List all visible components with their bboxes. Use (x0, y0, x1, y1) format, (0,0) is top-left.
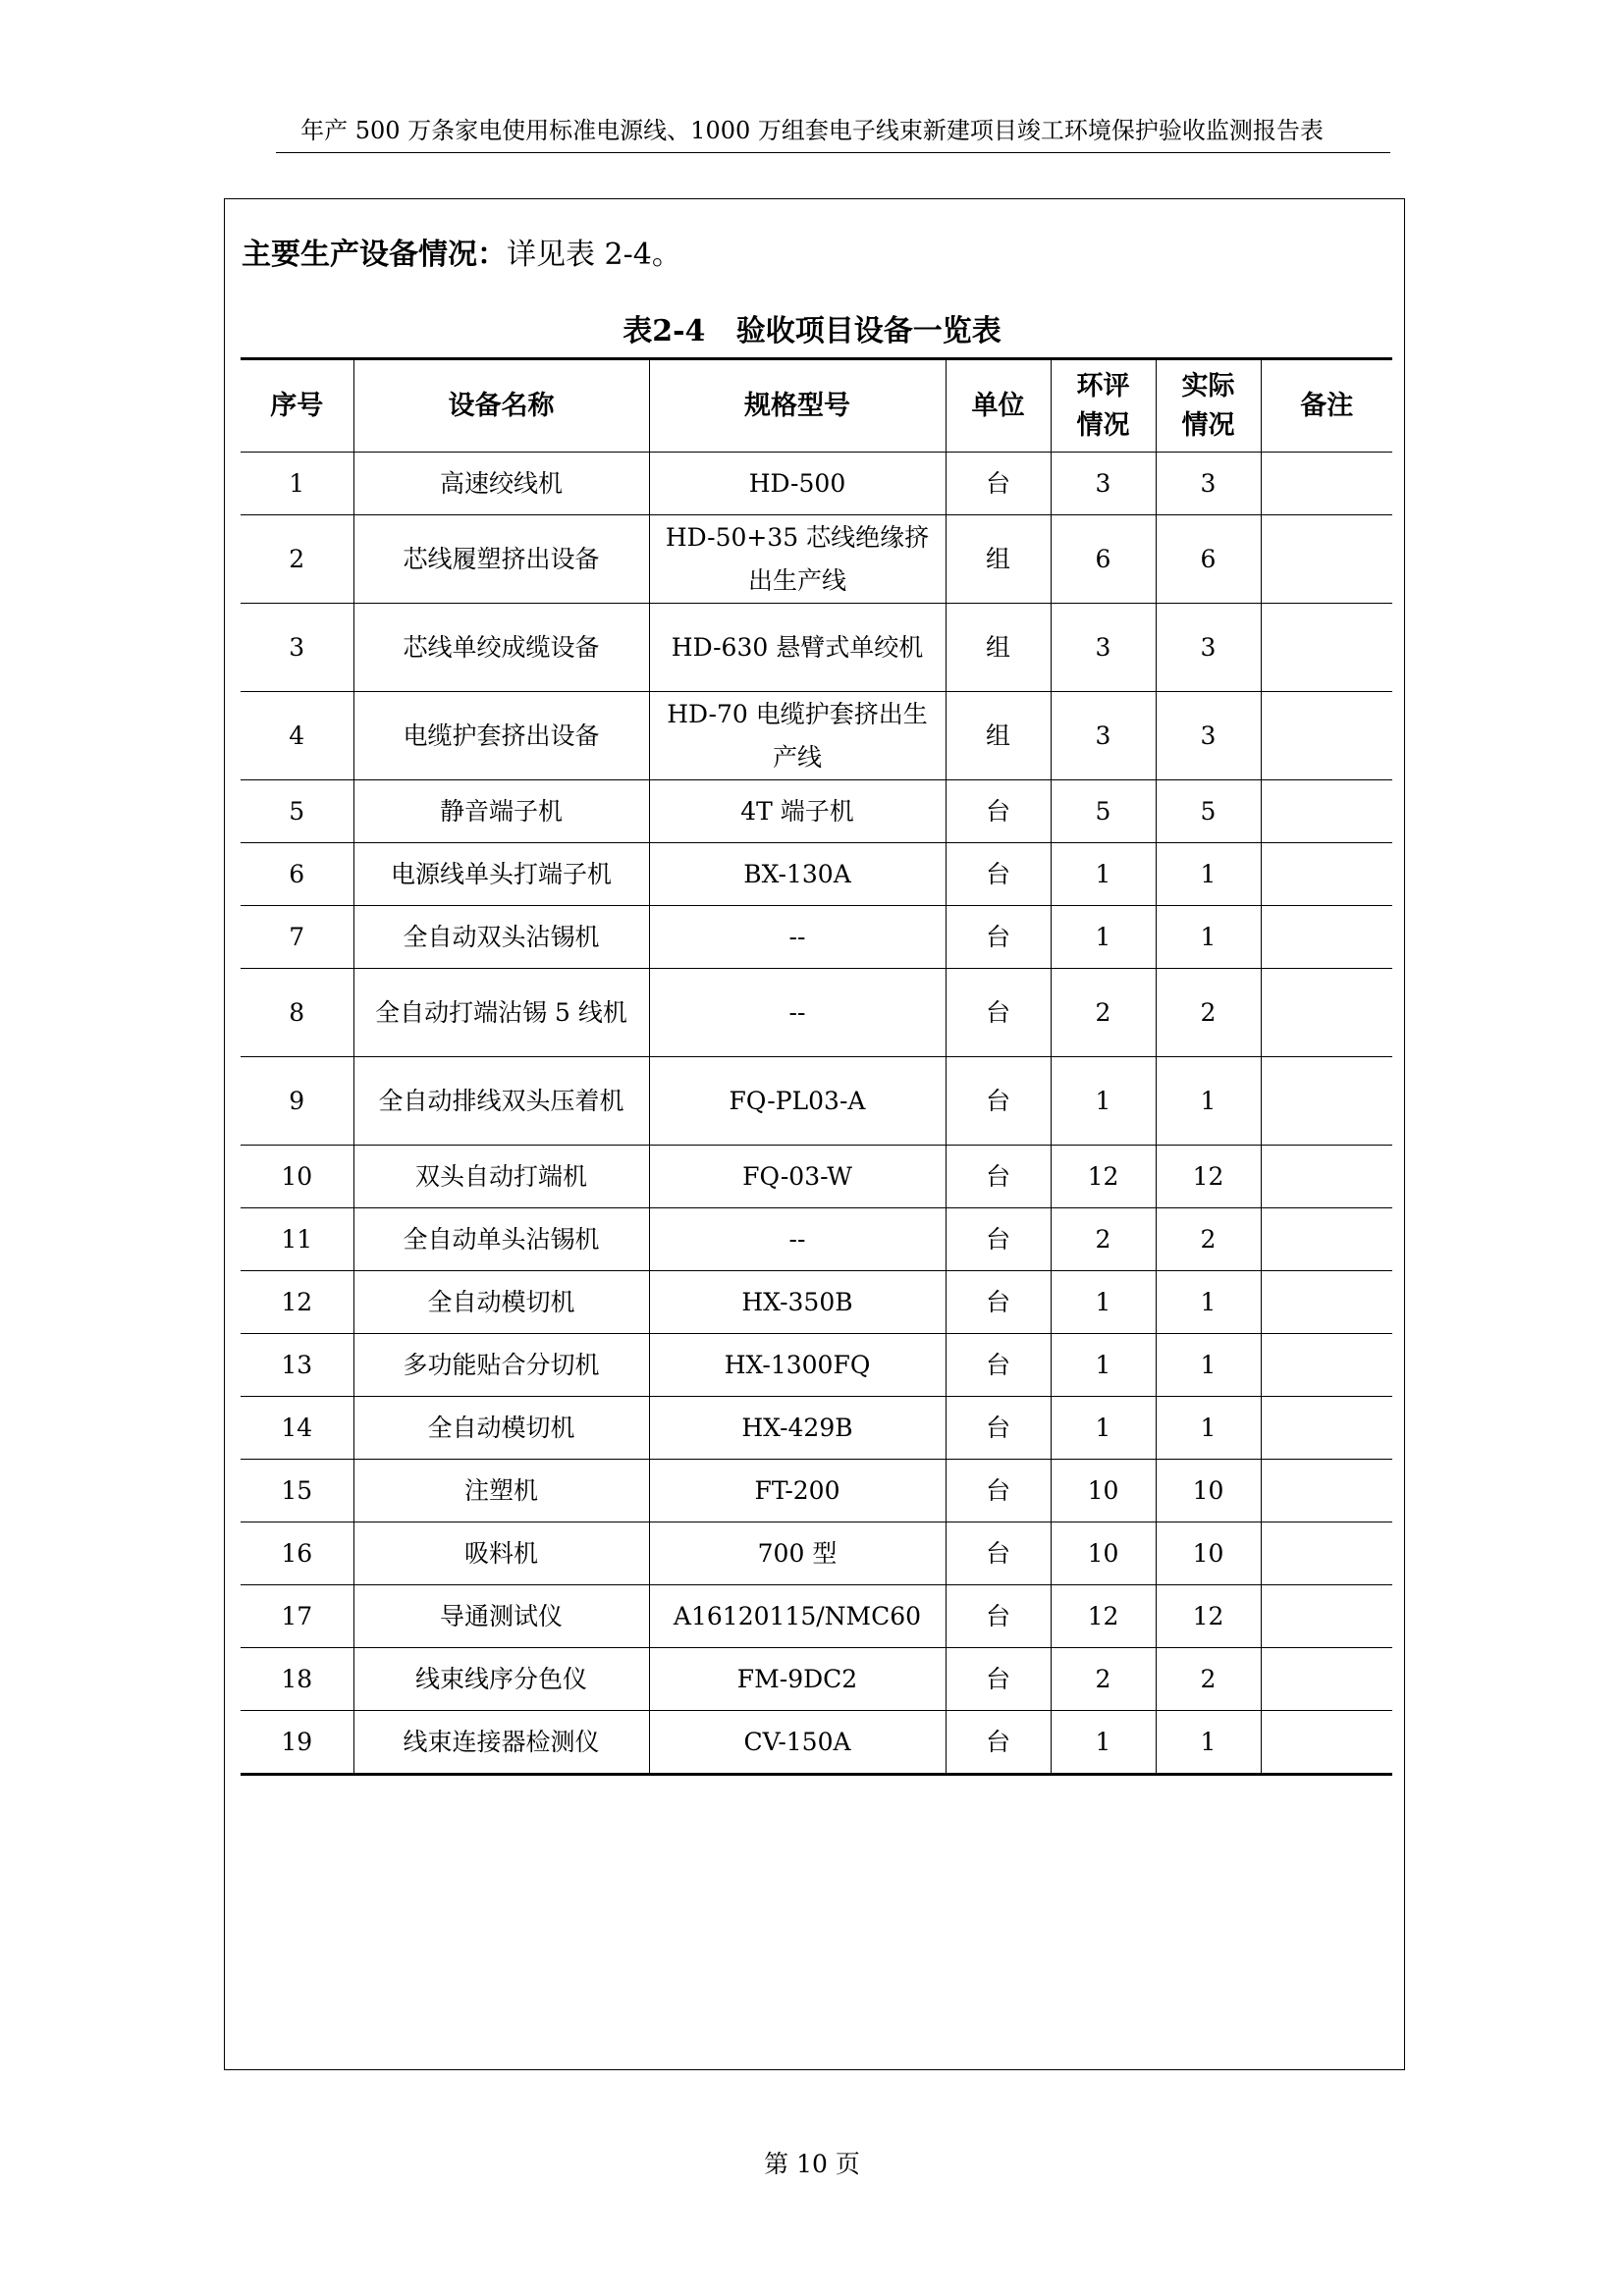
cell-unit: 组 (946, 515, 1051, 604)
cell-name: 全自动模切机 (353, 1397, 649, 1460)
cell-eia: 2 (1051, 969, 1156, 1057)
cell-eia: 2 (1051, 1208, 1156, 1271)
table-row (241, 515, 1392, 604)
cell-name: 双头自动打端机 (353, 1146, 649, 1208)
cell-no: 5 (241, 780, 353, 843)
cell-no: 13 (241, 1334, 353, 1397)
cell-remark (1261, 906, 1392, 969)
col-header-name: 设备名称 (353, 359, 649, 453)
cell-name: 高速绞线机 (353, 453, 649, 515)
col-header-no: 序号 (241, 359, 353, 453)
cell-model: HX-429B (649, 1397, 946, 1460)
cell-eia: 5 (1051, 780, 1156, 843)
cell-unit: 台 (946, 1711, 1051, 1775)
col-header-remark: 备注 (1261, 359, 1392, 453)
cell-remark (1261, 1146, 1392, 1208)
cell-actual: 1 (1156, 1711, 1261, 1775)
cell-actual: 2 (1156, 969, 1261, 1057)
cell-no: 9 (241, 1057, 353, 1146)
cell-actual: 2 (1156, 1208, 1261, 1271)
cell-no: 2 (241, 515, 353, 604)
cell-name: 线束连接器检测仪 (353, 1711, 649, 1775)
cell-actual: 1 (1156, 1334, 1261, 1397)
cell-remark (1261, 453, 1392, 515)
cell-model: 4T 端子机 (649, 780, 946, 843)
page-header-title: 年产 500 万条家电使用标准电源线、1000 万组套电子线束新建项目竣工环境保护验收监测报告表 (300, 117, 1324, 144)
cell-actual: 2 (1156, 1648, 1261, 1711)
cell-remark (1261, 969, 1392, 1057)
cell-remark (1261, 515, 1392, 604)
cell-name: 吸料机 (353, 1522, 649, 1585)
cell-eia: 6 (1051, 515, 1156, 604)
cell-eia: 1 (1051, 906, 1156, 969)
table-row (241, 1522, 1392, 1585)
cell-unit: 台 (946, 1271, 1051, 1334)
cell-no: 3 (241, 604, 353, 692)
cell-model: HX-1300FQ (649, 1334, 946, 1397)
table-row (241, 1057, 1392, 1146)
cell-remark (1261, 780, 1392, 843)
cell-unit: 台 (946, 1585, 1051, 1648)
cell-name: 全自动打端沾锡 5 线机 (353, 969, 649, 1057)
cell-actual: 1 (1156, 1397, 1261, 1460)
table-row (241, 1146, 1392, 1208)
cell-unit: 台 (946, 453, 1051, 515)
table-row (241, 780, 1392, 843)
cell-unit: 台 (946, 1397, 1051, 1460)
cell-actual: 3 (1156, 604, 1261, 692)
table-row (241, 969, 1392, 1057)
cell-no: 4 (241, 692, 353, 780)
col-header-model: 规格型号 (649, 359, 946, 453)
col-header-unit: 单位 (946, 359, 1051, 453)
cell-actual: 1 (1156, 843, 1261, 906)
cell-actual: 3 (1156, 692, 1261, 780)
cell-eia: 10 (1051, 1522, 1156, 1585)
cell-model: HD-70 电缆护套挤出生产线 (649, 692, 946, 780)
cell-actual: 6 (1156, 515, 1261, 604)
cell-remark (1261, 843, 1392, 906)
table-header-row (241, 359, 1392, 453)
intro-colon: ： (477, 238, 507, 272)
cell-remark (1261, 604, 1392, 692)
cell-model: 700 型 (649, 1522, 946, 1585)
cell-name: 多功能贴合分切机 (353, 1334, 649, 1397)
cell-model: HD-50+35 芯线绝缘挤出生产线 (649, 515, 946, 604)
cell-model: FT-200 (649, 1460, 946, 1522)
cell-model: FM-9DC2 (649, 1648, 946, 1711)
table-row (241, 1460, 1392, 1522)
cell-unit: 台 (946, 1057, 1051, 1146)
cell-actual: 12 (1156, 1585, 1261, 1648)
cell-actual: 5 (1156, 780, 1261, 843)
cell-eia: 1 (1051, 1711, 1156, 1775)
cell-no: 12 (241, 1271, 353, 1334)
cell-no: 10 (241, 1146, 353, 1208)
header-divider (276, 152, 1390, 153)
cell-name: 芯线履塑挤出设备 (353, 515, 649, 604)
cell-name: 全自动单头沾锡机 (353, 1208, 649, 1271)
cell-name: 线束线序分色仪 (353, 1648, 649, 1711)
cell-eia: 1 (1051, 843, 1156, 906)
cell-unit: 台 (946, 1334, 1051, 1397)
cell-actual: 1 (1156, 1057, 1261, 1146)
cell-eia: 3 (1051, 692, 1156, 780)
cell-unit: 台 (946, 843, 1051, 906)
cell-actual: 10 (1156, 1522, 1261, 1585)
table-row (241, 1397, 1392, 1460)
cell-unit: 台 (946, 1208, 1051, 1271)
cell-remark (1261, 1334, 1392, 1397)
cell-remark (1261, 1648, 1392, 1711)
cell-no: 7 (241, 906, 353, 969)
table-row (241, 1208, 1392, 1271)
table-row (241, 1711, 1392, 1775)
cell-unit: 台 (946, 906, 1051, 969)
cell-unit: 组 (946, 692, 1051, 780)
cell-model: -- (649, 969, 946, 1057)
cell-no: 8 (241, 969, 353, 1057)
cell-model: HX-350B (649, 1271, 946, 1334)
table-row (241, 1334, 1392, 1397)
table-body (241, 453, 1392, 1775)
cell-remark (1261, 1271, 1392, 1334)
table-title: 表2-4 验收项目设备一览表 (623, 314, 1001, 348)
cell-name: 全自动双头沾锡机 (353, 906, 649, 969)
table-row (241, 692, 1392, 780)
cell-no: 14 (241, 1397, 353, 1460)
cell-unit: 台 (946, 1648, 1051, 1711)
cell-unit: 台 (946, 1522, 1051, 1585)
cell-model: -- (649, 1208, 946, 1271)
cell-remark (1261, 1711, 1392, 1775)
cell-unit: 台 (946, 1460, 1051, 1522)
cell-no: 15 (241, 1460, 353, 1522)
col-header-actual: 实际 情况 (1156, 359, 1261, 453)
cell-model: A16120115/NMC60 (649, 1585, 946, 1648)
cell-unit: 组 (946, 604, 1051, 692)
cell-name: 导通测试仪 (353, 1585, 649, 1648)
cell-remark (1261, 692, 1392, 780)
table-row (241, 843, 1392, 906)
intro-line (242, 236, 681, 275)
cell-unit: 台 (946, 1146, 1051, 1208)
cell-no: 19 (241, 1711, 353, 1775)
cell-model: CV-150A (649, 1711, 946, 1775)
cell-name: 电源线单头打端子机 (353, 843, 649, 906)
cell-actual: 1 (1156, 906, 1261, 969)
cell-eia: 1 (1051, 1397, 1156, 1460)
cell-no: 17 (241, 1585, 353, 1648)
equipment-table (241, 357, 1392, 1776)
table-row (241, 906, 1392, 969)
cell-eia: 10 (1051, 1460, 1156, 1522)
table-row (241, 604, 1392, 692)
cell-eia: 12 (1051, 1585, 1156, 1648)
cell-no: 18 (241, 1648, 353, 1711)
cell-model: FQ-PL03-A (649, 1057, 946, 1146)
cell-no: 1 (241, 453, 353, 515)
cell-no: 16 (241, 1522, 353, 1585)
cell-eia: 3 (1051, 604, 1156, 692)
intro-label: 主要生产设备情况 (242, 238, 477, 272)
cell-name: 注塑机 (353, 1460, 649, 1522)
cell-model: -- (649, 906, 946, 969)
cell-no: 11 (241, 1208, 353, 1271)
cell-remark (1261, 1522, 1392, 1585)
cell-model: FQ-03-W (649, 1146, 946, 1208)
col-header-eia: 环评 情况 (1051, 359, 1156, 453)
cell-remark (1261, 1057, 1392, 1146)
cell-actual: 1 (1156, 1271, 1261, 1334)
cell-no: 6 (241, 843, 353, 906)
cell-eia: 1 (1051, 1057, 1156, 1146)
table-row (241, 1648, 1392, 1711)
cell-eia: 3 (1051, 453, 1156, 515)
cell-unit: 台 (946, 780, 1051, 843)
cell-name: 电缆护套挤出设备 (353, 692, 649, 780)
cell-unit: 台 (946, 969, 1051, 1057)
table-row (241, 453, 1392, 515)
cell-name: 芯线单绞成缆设备 (353, 604, 649, 692)
cell-actual: 3 (1156, 453, 1261, 515)
cell-name: 静音端子机 (353, 780, 649, 843)
cell-model: BX-130A (649, 843, 946, 906)
table-row (241, 1271, 1392, 1334)
cell-model: HD-500 (649, 453, 946, 515)
cell-remark (1261, 1460, 1392, 1522)
cell-name: 全自动排线双头压着机 (353, 1057, 649, 1146)
cell-eia: 2 (1051, 1648, 1156, 1711)
cell-model: HD-630 悬臂式单绞机 (649, 604, 946, 692)
table-row (241, 1585, 1392, 1648)
cell-remark (1261, 1397, 1392, 1460)
cell-eia: 12 (1051, 1146, 1156, 1208)
cell-actual: 10 (1156, 1460, 1261, 1522)
cell-eia: 1 (1051, 1271, 1156, 1334)
page-number: 第 10 页 (764, 2150, 860, 2178)
cell-actual: 12 (1156, 1146, 1261, 1208)
cell-remark (1261, 1585, 1392, 1648)
cell-eia: 1 (1051, 1334, 1156, 1397)
intro-text: 详见表 2-4。 (507, 238, 681, 272)
cell-remark (1261, 1208, 1392, 1271)
cell-name: 全自动模切机 (353, 1271, 649, 1334)
